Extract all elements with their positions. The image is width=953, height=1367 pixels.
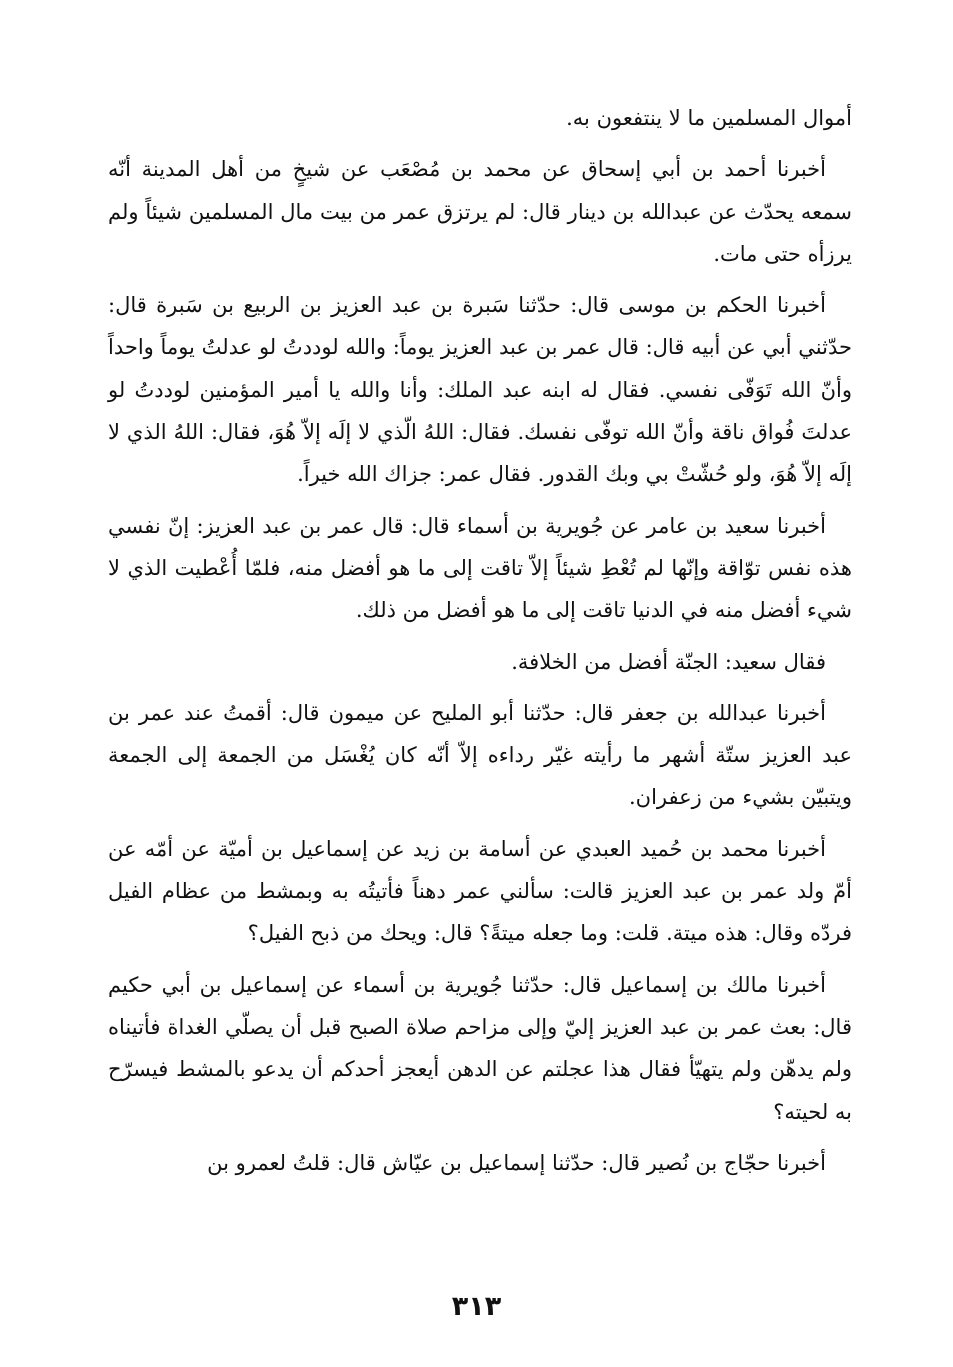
paragraph: أخبرنا حجّاج بن نُصير قال: حدّثنا إسماعيل بن عيّاش قال: قلتُ لعمرو بن (207, 1150, 826, 1175)
paragraph: أخبرنا أحمد بن أبي إسحاق عن محمد بن مُصْعَب عن شيخٍ من أهل المدينة أنّه سمعه يحدّث عن عبدالله بن دينار قال: لم يرتزق عمر من بيت مال المسلمين شيئاً ولم يرزأه حتى مات. (108, 157, 852, 266)
paragraph: أخبرنا الحكم بن موسى قال: حدّثنا سَبرة بن عبد العزيز بن الربيع بن سَبرة قال: حدّثني أبي عن أبيه قال: قال عمر بن عبد العزيز يوماً: والله لوددتُ لو عدلتُ يوماً واحداً وأنّ الله تَوَفّى نفسي. فقال له ابنه عبد الملك: وأنا والله يا أمير المؤمنين لوددتُ لو عدلتَ فُواق ناقة وأنّ الله توفّى نفسك. فقال: اللهُ الّذي لا إلَه إلاّ هُوَ، فقال: اللهُ الذي لا إلَه إلاّ هُوَ، ولو حُشّتْ بي وبك القدور. فقال عمر: جزاك الله خيراً. (108, 293, 852, 487)
page-number: ٣١٣ (451, 1291, 502, 1322)
paragraph: أخبرنا سعيد بن عامر عن جُويرية بن أسماء قال: قال عمر بن عبد العزيز: إنّ نفسي هذه نفس توّاقة وإنّها لم تُعْطِ شيئاً إلاّ تاقت إلى ما هو أفضل منه، فلمّا أُعْطيت الذي لا شيء أفضل منه في الدنيا تاقت إلى ما هو أفضل من ذلك. (108, 513, 852, 623)
page-body-text (108, 97, 852, 1184)
paragraph: أموال المسلمين ما لا ينتفعون به. (566, 106, 852, 130)
paragraph: فقال سعيد: الجنّة أفضل من الخلافة. (511, 649, 826, 674)
paragraph: أخبرنا مالك بن إسماعيل قال: حدّثنا جُويرية بن أسماء عن إسماعيل بن أبي حكيم قال: بعث عمر بن عبد العزيز إليّ وإلى مزاحم صلاة الصبح قبل أن يصلّي الغداة فأتيناه ولم يدهّن ولم يتهيّأ فقال هذا عجلتم عن الدهن أيعجز أحدكم أن يدعو بالمشط فيسرّح به لحيته؟ (108, 972, 852, 1124)
paragraph: أخبرنا عبدالله بن جعفر قال: حدّثنا أبو المليح عن ميمون قال: أقمتُ عند عمر بن عبد العزيز ستّة أشهر ما رأيته غيّر رداءه إلاّ أنّه كان يُغْسَل من الجمعة إلى الجمعة ويتبيّن بشيء من زعفران. (108, 700, 852, 810)
paragraph: أخبرنا محمد بن حُميد العبدي عن أسامة بن زيد عن إسماعيل بن أميّة عن أمّه عن أمّ ولد عمر بن عبد العزيز قالت: سألني عمر دهناً فأتيتُه به وبمشط من عظام الفيل فردّه وقال: هذه ميتة. قلت: وما جعله ميتةً؟ قال: ويحك من ذبح الفيل؟ (108, 836, 852, 946)
